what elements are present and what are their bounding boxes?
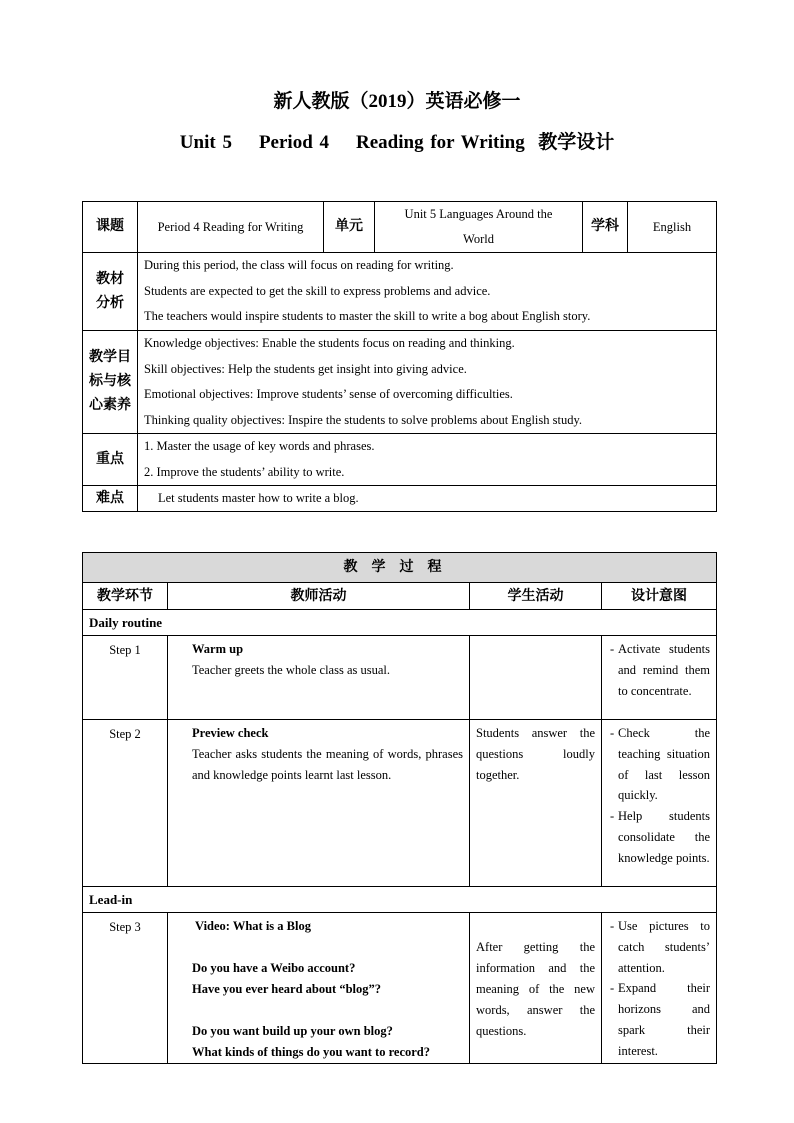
lesson-info-table xyxy=(82,201,717,512)
jiaocai-line: Students are expected to get the skill to express problems and advice. xyxy=(144,283,491,298)
xueke-label: 学科 xyxy=(583,202,628,253)
step3-question: What kinds of things do you want to record? xyxy=(192,1045,431,1059)
step3-question: Do you want build up your own blog? xyxy=(192,1024,393,1038)
step3-student: After getting the information and the meaning of the new words, answer the questions. xyxy=(470,913,602,1064)
step1-teacher xyxy=(168,636,470,720)
step3-intent xyxy=(602,913,717,1064)
section-lead-in: Lead-in xyxy=(83,887,717,913)
step3-title: Video: What is a Blog xyxy=(195,919,311,933)
jiaocai-content xyxy=(138,253,717,331)
mubiao-line: Emotional objectives: Improve students’ sense of overcoming difficulties. xyxy=(144,387,513,401)
step2-body: Teacher asks students the meaning of words, phrases and knowledge points learnt last lesson. xyxy=(192,747,463,782)
intent-item: - Help students consolidate the knowledge points. xyxy=(610,809,710,865)
section-daily-routine: Daily routine xyxy=(83,610,717,636)
mubiao-line: Knowledge objectives: Enable the students focus on reading and thinking. xyxy=(144,336,515,350)
step3-question: Do you have a Weibo account? xyxy=(192,961,356,975)
intent-item: - Use pictures to catch students’ attention. xyxy=(610,919,710,975)
step2-intent xyxy=(602,720,717,887)
col-stage: 教学环节 xyxy=(83,583,168,610)
step1-student xyxy=(470,636,602,720)
intent-item: - Activate students and remind them to concentrate. xyxy=(610,642,710,698)
step1-title: Warm up xyxy=(192,642,244,656)
danyuan-label: 单元 xyxy=(324,202,375,253)
mubiao-line: Skill objectives: Help the students get insight into giving advice. xyxy=(144,361,467,376)
col-teacher: 教师活动 xyxy=(168,583,470,610)
zhongdian-label: 重点 xyxy=(83,434,138,486)
jiaocai-line: The teachers would inspire students to master the skill to write a bog about English story. xyxy=(144,309,591,324)
intent-item: - Check the teaching situation of last lesson quickly. xyxy=(610,726,710,803)
xueke-value: English xyxy=(628,202,717,253)
step2-student: Students answer the questions loudly together. xyxy=(470,720,602,887)
step1-intent xyxy=(602,636,717,720)
step1-body: Teacher greets the whole class as usual. xyxy=(192,663,391,677)
mubiao-line: Thinking quality objectives: Inspire the students to solve problems about English study. xyxy=(144,412,583,427)
step2-teacher xyxy=(168,720,470,887)
zhongdian-content xyxy=(138,434,717,486)
document-title: 新人教版（2019）英语必修一 xyxy=(273,91,521,112)
keti-label: 课题 xyxy=(83,202,138,253)
col-student: 学生活动 xyxy=(470,583,602,610)
jiaocai-line: During this period, the class will focus on reading for writing. xyxy=(144,258,454,273)
step3-question: Have you ever heard about “blog”? xyxy=(192,982,382,996)
document-subtitle: Unit 5 Period 4 Reading for Writing 教学设计 xyxy=(179,132,615,153)
keti-value: Period 4 Reading for Writing xyxy=(138,202,324,253)
mubiao-content xyxy=(138,331,717,434)
zhongdian-line: 1. Master the usage of key words and phrases. xyxy=(144,439,375,453)
danyuan-value: Unit 5 Languages Around the World xyxy=(375,202,583,253)
nandian-label: 难点 xyxy=(83,486,138,512)
step3-teacher xyxy=(168,913,470,1064)
teaching-process-table xyxy=(82,552,717,1064)
step3-label: Step 3 xyxy=(83,913,168,1064)
mubiao-label: 教学目标与核心素养 xyxy=(83,331,138,434)
intent-item: - Expand their horizons and spark their interest. xyxy=(610,981,710,1058)
col-intent: 设计意图 xyxy=(602,583,717,610)
zhongdian-line: 2. Improve the students’ ability to write. xyxy=(144,464,345,479)
process-heading: 教学过程 xyxy=(83,553,717,583)
nandian-value: Let students master how to write a blog. xyxy=(138,486,717,512)
step1-label: Step 1 xyxy=(83,636,168,720)
step2-title: Preview check xyxy=(192,726,269,740)
step2-label: Step 2 xyxy=(83,720,168,887)
jiaocai-label: 教材分析 xyxy=(83,253,138,331)
